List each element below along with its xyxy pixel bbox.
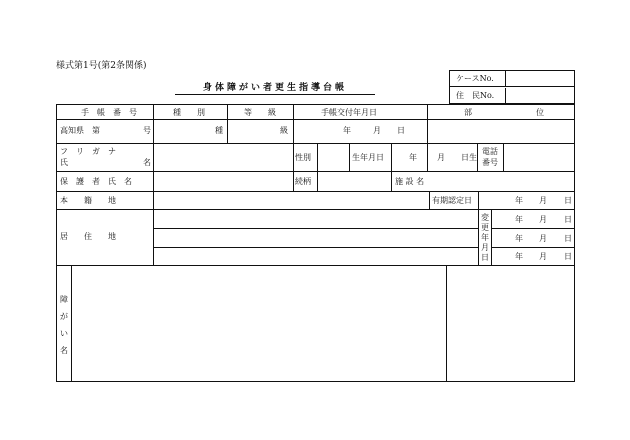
col-line-a bbox=[153, 105, 154, 265]
valid-cert-month: 月 bbox=[539, 196, 547, 205]
col-line-d bbox=[427, 105, 428, 171]
change-date-line-2 bbox=[491, 247, 574, 248]
disability-name-label: 障がい名 bbox=[60, 295, 68, 355]
row-line-6 bbox=[57, 265, 574, 266]
birth-day: 日生 bbox=[461, 153, 477, 162]
row-line-4 bbox=[57, 191, 574, 192]
residence-line-2 bbox=[153, 247, 478, 248]
col-line-k bbox=[478, 191, 479, 265]
change-month-2: 月 bbox=[539, 234, 547, 243]
col-line-e bbox=[317, 143, 318, 191]
change-month-1: 月 bbox=[539, 215, 547, 224]
type-suffix: 種 bbox=[215, 126, 223, 135]
residence-line-1 bbox=[153, 228, 478, 229]
phone-label-1: 電話 bbox=[482, 147, 498, 156]
guardian-name-label: 保 護 者 氏 名 bbox=[60, 177, 132, 186]
col-line-m bbox=[71, 265, 72, 381]
col-line-l bbox=[491, 209, 492, 265]
registry-form-table bbox=[56, 104, 575, 382]
issue-day: 日 bbox=[397, 126, 405, 135]
valid-cert-day: 日 bbox=[564, 196, 572, 205]
col-line-g bbox=[391, 143, 392, 191]
col-line-f bbox=[349, 143, 350, 171]
change-day-1: 日 bbox=[564, 215, 572, 224]
case-no-row bbox=[450, 71, 574, 87]
change-year-1: 年 bbox=[515, 215, 523, 224]
change-day-3: 日 bbox=[564, 252, 572, 261]
change-month-3: 月 bbox=[539, 252, 547, 261]
title-underline bbox=[175, 94, 375, 95]
change-date-line-1 bbox=[491, 228, 574, 229]
notebook-number-header: 手 帳 番 号 bbox=[81, 108, 137, 117]
birth-month: 月 bbox=[437, 153, 445, 162]
case-number-box bbox=[449, 70, 575, 104]
relationship-label: 続柄 bbox=[295, 177, 311, 186]
valid-cert-date-label: 有期認定日 bbox=[432, 196, 472, 205]
number-suffix: 号 bbox=[143, 126, 151, 135]
case-no-label: ケースNo. bbox=[450, 71, 506, 86]
prefecture-label: 高知県 第 bbox=[60, 126, 100, 135]
change-year-3: 年 bbox=[515, 252, 523, 261]
issue-month: 月 bbox=[373, 126, 381, 135]
sex-label: 性別 bbox=[295, 153, 311, 162]
col-line-b bbox=[227, 105, 228, 143]
domicile-label: 本 籍 地 bbox=[60, 196, 116, 205]
birth-year: 年 bbox=[409, 153, 417, 162]
change-year-2: 年 bbox=[515, 234, 523, 243]
valid-cert-year: 年 bbox=[515, 196, 523, 205]
col-line-h bbox=[477, 143, 478, 171]
row-line-1 bbox=[57, 119, 574, 120]
type-header: 種 別 bbox=[173, 108, 205, 117]
col-line-n bbox=[446, 265, 447, 381]
phone-label-2: 番号 bbox=[482, 158, 498, 167]
furigana-label: フ リ ガ ナ bbox=[60, 147, 116, 156]
change-date-label: 変更年月日 bbox=[481, 213, 489, 262]
form-reference: 様式第1号(第2条関係) bbox=[56, 61, 147, 71]
row-line-5 bbox=[57, 209, 574, 210]
row-line-2 bbox=[57, 143, 574, 144]
name-label-left: 氏 bbox=[60, 158, 68, 167]
issue-year: 年 bbox=[343, 126, 351, 135]
grade-suffix: 級 bbox=[280, 126, 288, 135]
grade-header: 等 級 bbox=[244, 108, 276, 117]
col-line-i bbox=[503, 143, 504, 171]
part-header: 部 bbox=[464, 108, 472, 117]
resident-no-row bbox=[450, 88, 574, 104]
birth-date-label: 生年月日 bbox=[352, 153, 384, 162]
position-header: 位 bbox=[536, 108, 544, 117]
change-day-2: 日 bbox=[564, 234, 572, 243]
facility-name-label: 施 設 名 bbox=[395, 177, 425, 186]
name-label-right: 名 bbox=[143, 158, 151, 167]
col-line-j bbox=[429, 191, 430, 209]
resident-no-label: 住 民No. bbox=[450, 88, 506, 104]
row-line-3 bbox=[57, 171, 574, 172]
issue-date-header: 手帳交付年月日 bbox=[321, 108, 377, 117]
residence-label: 居 住 地 bbox=[60, 232, 116, 241]
col-line-c bbox=[293, 105, 294, 191]
form-title: 身体障がい者更生指導台帳 bbox=[202, 83, 347, 93]
